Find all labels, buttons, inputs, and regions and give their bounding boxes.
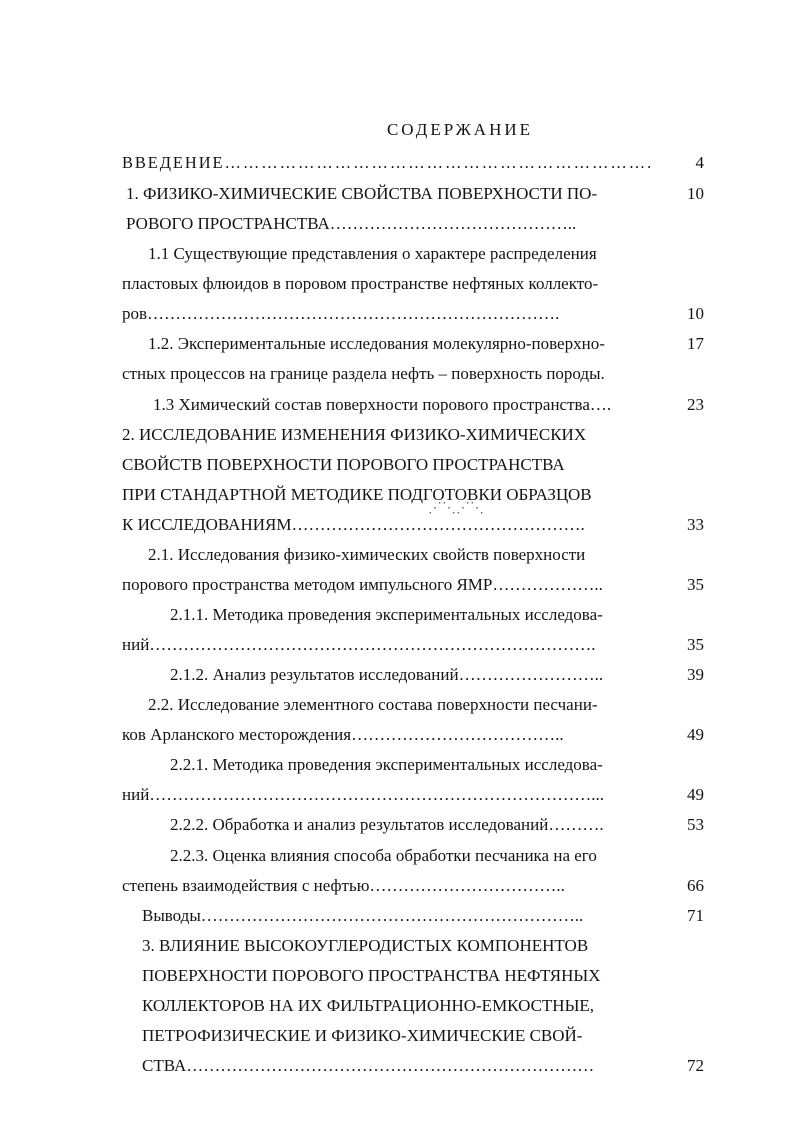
toc-page-number: 35 bbox=[687, 635, 704, 654]
toc-title: СОДЕРЖАНИЕ bbox=[386, 120, 534, 139]
toc-page-number: 72 bbox=[687, 1056, 704, 1075]
toc-page-number: 35 bbox=[687, 575, 704, 594]
toc-page-number: 71 bbox=[687, 906, 704, 925]
toc-page-number: 39 bbox=[687, 665, 704, 684]
toc-page-number: 23 bbox=[687, 395, 704, 414]
page: СОДЕРЖАНИЕ ВВЕДЕНИЕ……………………………………………………………. 4 1. ФИЗИКО-ХИМИЧЕСКИЕ СВОЙСТВА ПОВЕРХНОСТИ ПО- 10 РОВОГО ПРОСТРАНСТВА…………………………………….. 1.1 Существующие представления о характере распределения пластовых флюидов в поровом пространстве нефтяных коллекто- ров………………………………………………………………. 10 1.2. Экспериментальные исследования молекулярно-поверхно- 17 стных процессов на границе раздела нефть – поверхность породы. 1.3 Химический состав поверхности порового пространства…. 23 2. ИССЛЕДОВАНИЕ ИЗМЕНЕНИЯ ФИЗИКО-ХИМИЧЕСКИХ СВОЙСТВ ПОВЕРХНОСТИ ПОРОВОГО ПРОСТРАНСТВА ПРИ СТАНДАРТНОЙ МЕТОДИКЕ ПОДГОТОВКИ ОБРАЗЦОВ К ИССЛЕДОВАНИЯМ……………………………………………. 33 ⋰⋱⋰⋱ 2.1. Исследования физико-химических свойств поверхности порового пространства методом импульсного ЯМР……………….. 35 2.1.1. Методика проведения экспериментальных исследова- ний……………………………………………………………………. 35 2.1.2. Анализ результатов исследований…………………….. 39 2.2. Исследование элементного состава поверхности песчани- ков Арланского месторождения……………………………….. 49 2.2.1. Методика проведения экспериментальных исследова- ний……………………………………………………………………... 49 2.2.2. Обработка и анализ результатов исследований………. 53 2.2.3. Оценка влияния способа обработки песчаника на его степень взаимодействия с нефтью…………………………….. 66 Выводы………………………………………………………….. 71 3. ВЛИЯНИЕ ВЫСОКОУГЛЕРОДИСТЫХ КОМПОНЕНТОВ ПОВЕРХНОСТИ ПОРОВОГО ПРОСТРАНСТВА НЕФТЯНЫХ КОЛЛЕКТОРОВ НА ИХ ФИЛЬТРАЦИОННО-ЕМКОСТНЫЕ, ПЕТРОФИЗИЧЕСКИЕ И ФИЗИКО-ХИМИЧЕСКИЕ СВОЙ- СТВА……………………………………………………………… 72 bbox=[122, 120, 704, 1075]
toc-page-number: 17 bbox=[687, 334, 704, 353]
toc-page-number: 53 bbox=[687, 815, 704, 834]
toc-page-number: 66 bbox=[687, 876, 704, 895]
toc-page-number: 10 bbox=[687, 304, 704, 323]
toc-page-number: 4 bbox=[695, 153, 704, 172]
toc-page-number: 49 bbox=[687, 725, 704, 744]
toc-page-number: 10 bbox=[687, 184, 704, 203]
scan-noise: ⋰⋱⋰⋱ bbox=[428, 501, 484, 516]
toc-page-number: 33 bbox=[687, 515, 704, 534]
toc-page-number: 49 bbox=[687, 785, 704, 804]
